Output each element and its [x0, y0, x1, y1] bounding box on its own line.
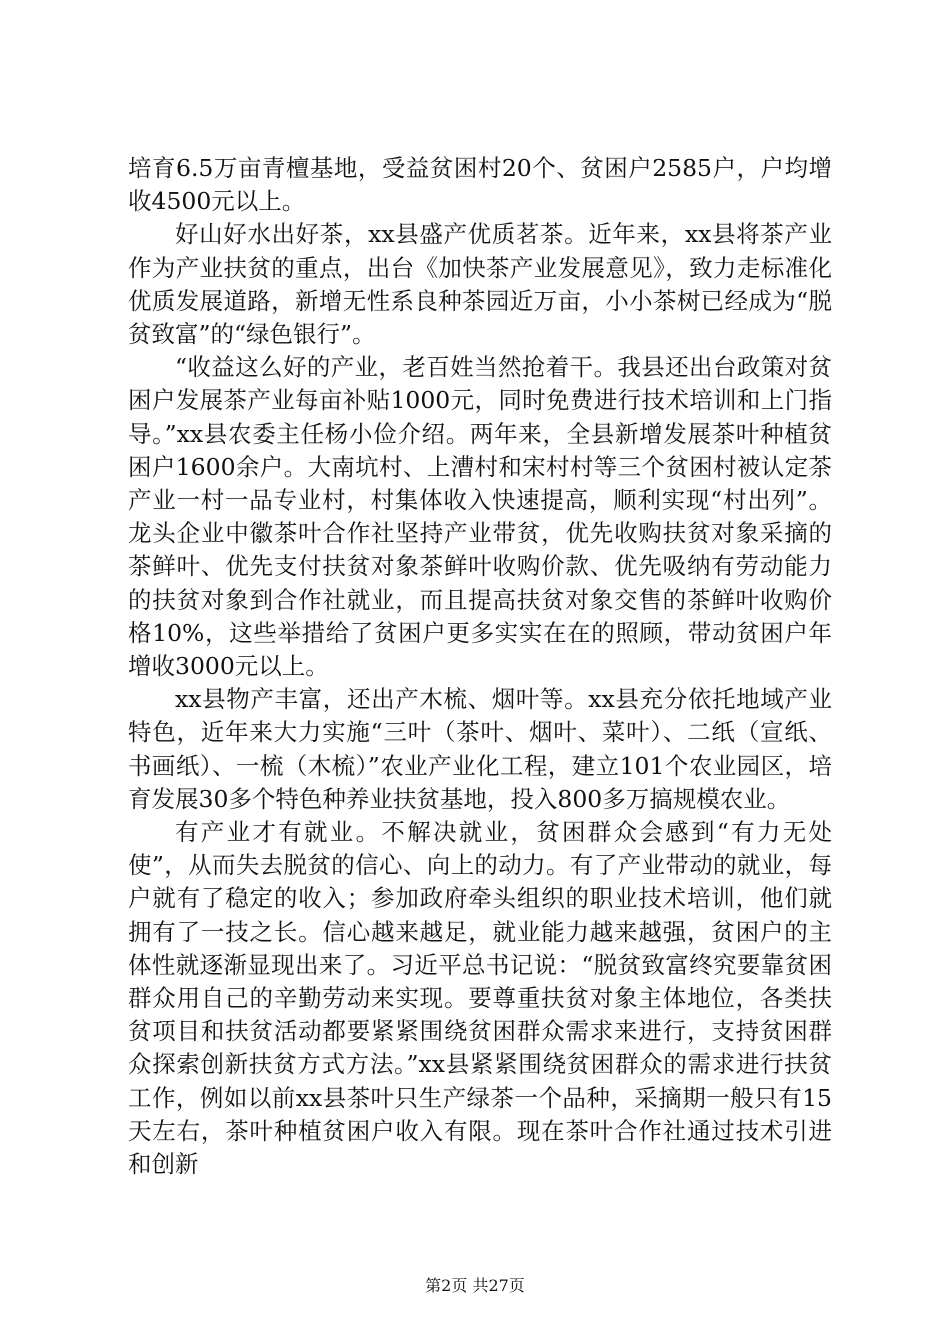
page-number-footer: 第2页 共27页	[425, 1276, 525, 1295]
paragraph-continuation: 培育6.5万亩青檀基地，受益贫困村20个、贫困户2585户，户均增收4500元以上。	[128, 154, 832, 216]
document-body	[128, 152, 832, 1181]
paragraph-tea-industry: 好山好水出好茶，xx县盛产优质茗茶。近年来，xx县将茶产业作为产业扶贫的重点，出台《加快茶产业发展意见》，致力走标准化优质发展道路，新增无性系良种茶园近万亩，小小茶树已经成为“脱贫致富”的“绿色银行”。	[128, 220, 832, 349]
paragraph-employment: 有产业才有就业。不解决就业，贫困群众会感到“有力无处使”，从而失去脱贫的信心、向上的动力。有了产业带动的就业，每户就有了稳定的收入；参加政府牵头组织的职业技术培训，他们就拥有了一技之长。信心越来越足，就业能力越来越强，贫困户的主体性就逐渐显现出来了。习近平总书记说：“脱贫致富终究要靠贫困群众用自己的辛勤劳动来实现。要尊重扶贫对象主体地位，各类扶贫项目和扶贫活动都要紧紧围绕贫困群众需求来进行，支持贫困群众探索创新扶贫方式方法。”xx县紧紧围绕贫困群众的需求进行扶贫工作，例如以前xx县茶叶只生产绿茶一个品种，采摘期一般只有15天左右，茶叶种植贫困户收入有限。现在茶叶合作社通过技术引进和创新	[128, 818, 832, 1179]
paragraph-subsidy-quote: “收益这么好的产业，老百姓当然抢着干。我县还出台政策对贫困户发展茶产业每亩补贴1000元，同时免费进行技术培训和上门指导。”xx县农委主任杨小俭介绍。两年来，全县新增发展茶叶种植贫困户1600余户。大南坑村、上漕村和宋村村等三个贫困村被认定茶产业一村一品专业村，村集体收入快速提高，顺利实现“村出列”。龙头企业中徽茶叶合作社坚持产业带贫，优先收购扶贫对象采摘的茶鲜叶、优先支付扶贫对象茶鲜叶收购价款、优先吸纳有劳动能力的扶贫对象到合作社就业，而且提高扶贫对象交售的茶鲜叶收购价格10%，这些举措给了贫困户更多实实在在的照顾，带动贫困户年增收3000元以上。	[128, 353, 832, 681]
paragraph-local-products: xx县物产丰富，还出产木梳、烟叶等。xx县充分依托地域产业特色，近年来大力实施“三叶（茶叶、烟叶、菜叶）、二纸（宣纸、书画纸）、一梳（木梳）”农业产业化工程，建立101个农业园区，培育发展30多个特色种养业扶贫基地，投入800多万搞规模农业。	[128, 685, 832, 813]
